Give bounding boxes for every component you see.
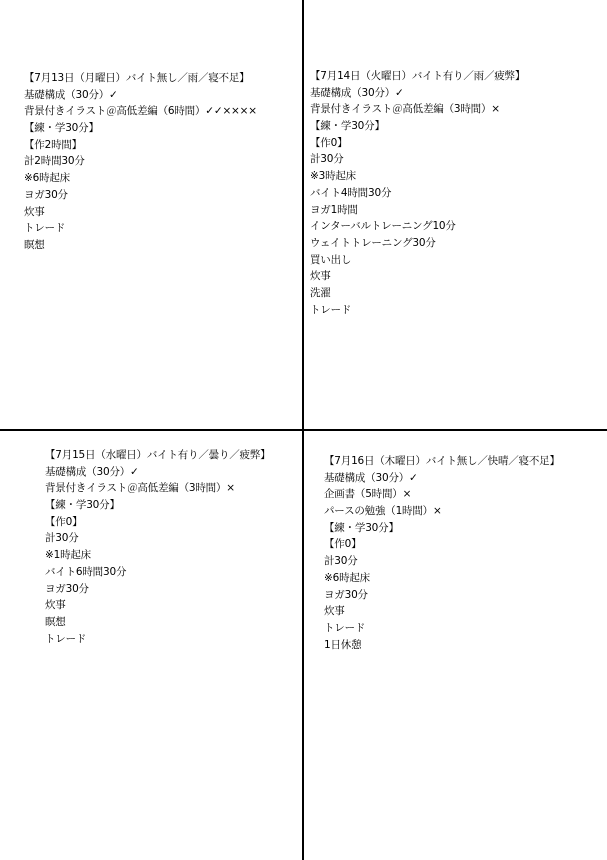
note-line: 背景付きイラスト＠高低差編（3時間）× [310,103,500,116]
note-line: 基礎構成（30分）✓ [310,86,404,99]
note-line: 買い出し [310,253,352,266]
note-line: 計30分 [324,555,358,568]
note-line: 炊事 [45,599,66,612]
note-line: 瞑想 [24,238,45,251]
note-line: 背景付きイラスト＠高低差編（6時間）✓✓×××× [24,105,257,118]
note-line: 計30分 [45,532,79,545]
note-line: トレード [45,632,87,645]
note-title: 【7月15日（水曜日）バイト有り／曇り／疲弊】 [45,449,271,461]
note-line: 【作0】 [45,515,83,528]
note-line: 計2時間30分 [24,155,85,168]
note-line: ウェイトトレーニング30分 [310,236,436,249]
note-line: バイト6時間30分 [45,565,127,578]
note-line: 【作2時間】 [24,138,82,151]
note-line: トレード [24,222,66,235]
note-line: ※1時起床 [45,549,91,562]
note-line: ヨガ1時間 [310,203,358,216]
note-line: 洗濯 [310,286,331,299]
note-line: 炊事 [24,205,45,218]
note-line: パースの勉強（1時間）× [324,505,442,518]
note-title: 【7月16日（木曜日）バイト無し／快晴／寝不足】 [324,455,560,467]
horizontal-divider [0,429,607,431]
note-line: トレード [310,303,352,316]
note-line: バイト4時間30分 [310,186,392,199]
note-title: 【7月14日（火曜日）バイト有り／雨／疲弊】 [310,70,526,82]
note-line: 【練・学30分】 [45,499,120,512]
note-jul-13 [24,70,257,254]
note-line: ヨガ30分 [45,582,89,595]
note-line: 計30分 [310,153,344,166]
note-jul-16 [324,453,560,653]
note-line: ※6時起床 [24,172,70,185]
note-line: ※3時起床 [310,170,356,183]
note-jul-14 [310,68,525,318]
note-line: ヨガ30分 [24,188,68,201]
note-line: 基礎構成（30分）✓ [24,88,118,101]
note-line: 基礎構成（30分）✓ [324,471,418,484]
note-line: 炊事 [324,605,345,618]
note-line: インターバルトレーニング10分 [310,220,456,233]
note-line: ※6時起床 [324,571,370,584]
note-line: 炊事 [310,270,331,283]
note-line: 【作0】 [310,136,348,149]
note-line: 【作0】 [324,538,362,551]
note-line: 【練・学30分】 [310,120,385,133]
note-jul-15 [45,447,270,647]
note-line: 【練・学30分】 [24,122,99,135]
note-line: 基礎構成（30分）✓ [45,465,139,478]
note-line: 【練・学30分】 [324,521,399,534]
note-title: 【7月13日（月曜日）バイト無し／雨／寝不足】 [24,72,250,84]
note-line: 企画書（5時間）× [324,488,412,501]
note-line: ヨガ30分 [324,588,368,601]
note-line: 瞑想 [45,615,66,628]
note-line: 背景付きイラスト＠高低差編（3時間）× [45,482,235,495]
note-line: 1日休憩 [324,638,362,651]
note-line: トレード [324,621,366,634]
